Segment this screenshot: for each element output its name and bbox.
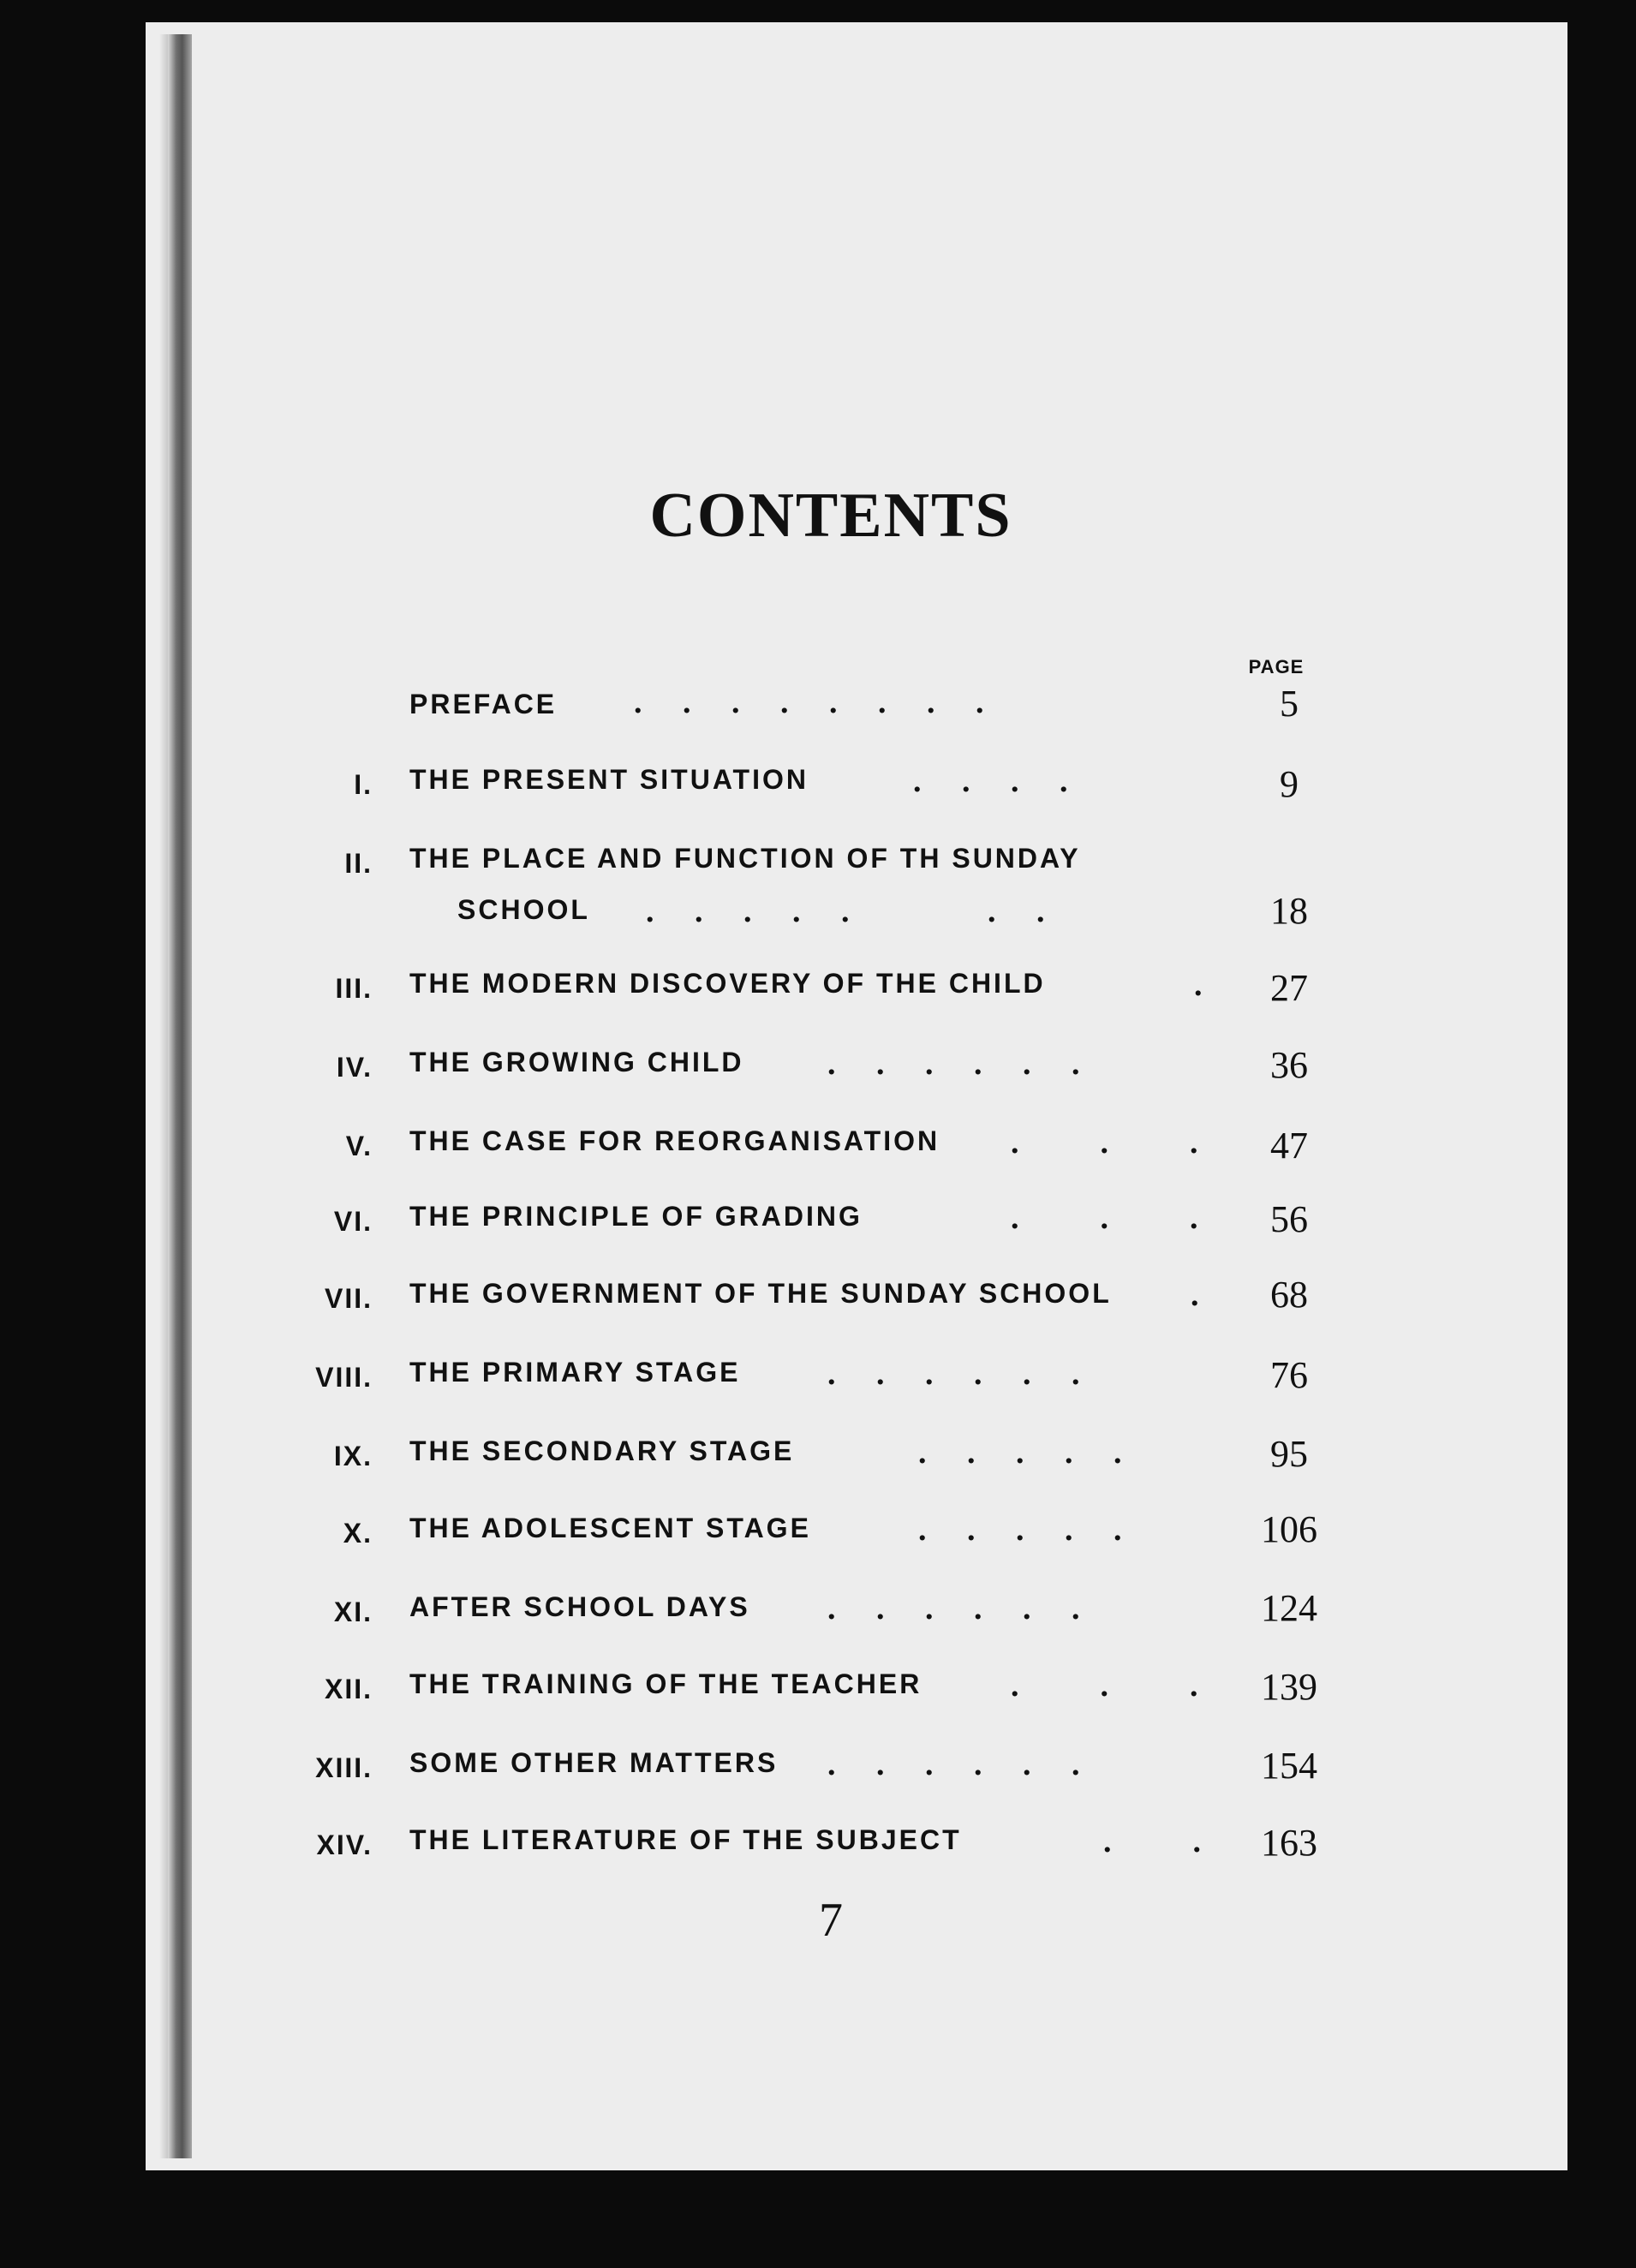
leader-dots: . . . <box>1011 1125 1198 1161</box>
toc-entry-title: THE LITERATURE OF THE SUBJECT <box>409 1824 962 1855</box>
toc-entry-title: THE GOVERNMENT OF THE SUNDAY SCHOOL <box>409 1278 1112 1309</box>
toc-entry-number: XII. <box>324 1674 373 1704</box>
toc-entry-page: 36 <box>1270 1044 1308 1086</box>
toc-entry-title-continued: SCHOOL <box>457 894 590 925</box>
toc-entry-viii <box>0 1354 1636 1408</box>
leader-dots: . . . . . . . <box>646 893 1045 929</box>
toc-entry-ii-continued <box>0 890 1636 946</box>
toc-entry-title: SOME OTHER MATTERS <box>409 1747 779 1778</box>
toc-entry-number: VIII. <box>315 1362 373 1393</box>
toc-entry-number: XI. <box>333 1597 373 1627</box>
toc-entry-page: 68 <box>1270 1274 1308 1316</box>
toc-entry-title: THE CASE FOR REORGANISATION <box>409 1125 940 1156</box>
toc-entry-preface <box>0 685 1636 737</box>
leader-dots: . <box>1194 967 1203 1003</box>
toc-entry-xii <box>0 1668 1636 1720</box>
toc-entry-number: I. <box>354 769 373 800</box>
toc-entry-xiii <box>0 1747 1636 1799</box>
toc-entry-iv <box>0 1044 1636 1098</box>
toc-entry-ii <box>0 843 1636 894</box>
toc-entry-number: IV. <box>336 1052 373 1083</box>
toc-entry-number: XIV. <box>316 1829 373 1860</box>
leader-dots: . . . . . <box>918 1435 1122 1471</box>
leader-dots: . . . . . . <box>827 1591 1080 1626</box>
leader-dots: . . . . . . <box>827 1356 1080 1392</box>
toc-entry-iii <box>0 968 1636 1019</box>
toc-entry-title: THE GROWING CHILD <box>409 1047 744 1077</box>
toc-entry-page: 124 <box>1261 1587 1317 1629</box>
toc-entry-title: AFTER SCHOOL DAYS <box>409 1591 750 1622</box>
toc-entry-title: THE PRESENT SITUATION <box>409 764 809 795</box>
toc-entry-page: 9 <box>1280 763 1299 805</box>
toc-entry-page: 76 <box>1270 1354 1308 1396</box>
leader-dots: . <box>1191 1277 1199 1313</box>
toc-entry-title: PREFACE <box>409 689 558 719</box>
toc-entry-page: 56 <box>1270 1198 1308 1240</box>
toc-entry-title: THE TRAINING OF THE TEACHER <box>409 1668 922 1699</box>
toc-entry-title: THE PRIMARY STAGE <box>409 1357 741 1388</box>
toc-entry-page: 163 <box>1261 1822 1317 1864</box>
toc-entry-page: 18 <box>1270 890 1308 932</box>
toc-entry-page: 139 <box>1261 1666 1317 1708</box>
toc-entry-vii <box>0 1274 1636 1329</box>
toc-entry-number: IX. <box>333 1441 373 1471</box>
page-title: CONTENTS <box>649 480 1012 551</box>
leader-dots: . . <box>1103 1823 1201 1859</box>
toc-entry-i <box>0 764 1636 815</box>
toc-entry-x <box>0 1508 1636 1564</box>
toc-entry-page: 106 <box>1261 1508 1317 1550</box>
toc-entry-v <box>0 1125 1636 1177</box>
toc-entry-number: X. <box>343 1518 373 1549</box>
toc-entry-number: V. <box>345 1131 373 1161</box>
toc-entry-title: THE ADOLESCENT STAGE <box>409 1513 811 1543</box>
leader-dots: . . . <box>1011 1668 1198 1704</box>
page-column-label: PAGE <box>1248 656 1305 677</box>
toc-entry-page: 95 <box>1270 1433 1308 1475</box>
leader-dots: . . . . . <box>918 1512 1122 1548</box>
toc-entry-title: THE PLACE AND FUNCTION OF TH SUNDAY <box>409 843 1081 874</box>
leader-dots: . . . . . . . . <box>634 684 984 720</box>
toc-entry-title: THE MODERN DISCOVERY OF THE CHILD <box>409 968 1046 999</box>
toc-entry-vi <box>0 1198 1636 1252</box>
page-folio-number: 7 <box>819 1894 843 1947</box>
toc-entry-number: II. <box>344 848 373 879</box>
toc-entry-number: VII. <box>324 1283 373 1314</box>
leader-dots: . . . . <box>913 763 1068 799</box>
toc-entry-number: III. <box>335 973 373 1004</box>
toc-entry-title: THE PRINCIPLE OF GRADING <box>409 1201 863 1232</box>
toc-entry-xi <box>0 1587 1636 1643</box>
toc-entry-page: 47 <box>1270 1125 1308 1167</box>
toc-entry-page: 154 <box>1261 1745 1317 1787</box>
toc-entry-number: XIII. <box>315 1752 373 1783</box>
leader-dots: . . . <box>1011 1200 1198 1236</box>
toc-entry-page: 27 <box>1270 967 1308 1009</box>
toc-entry-page: 5 <box>1280 683 1299 725</box>
toc-entry-xiv <box>0 1824 1636 1876</box>
toc-entry-number: VI. <box>333 1206 373 1237</box>
toc-entry-ix <box>0 1435 1636 1487</box>
leader-dots: . . . . . . <box>827 1046 1080 1082</box>
leader-dots: . . . . . . <box>827 1746 1080 1782</box>
toc-entry-title: THE SECONDARY STAGE <box>409 1435 795 1466</box>
